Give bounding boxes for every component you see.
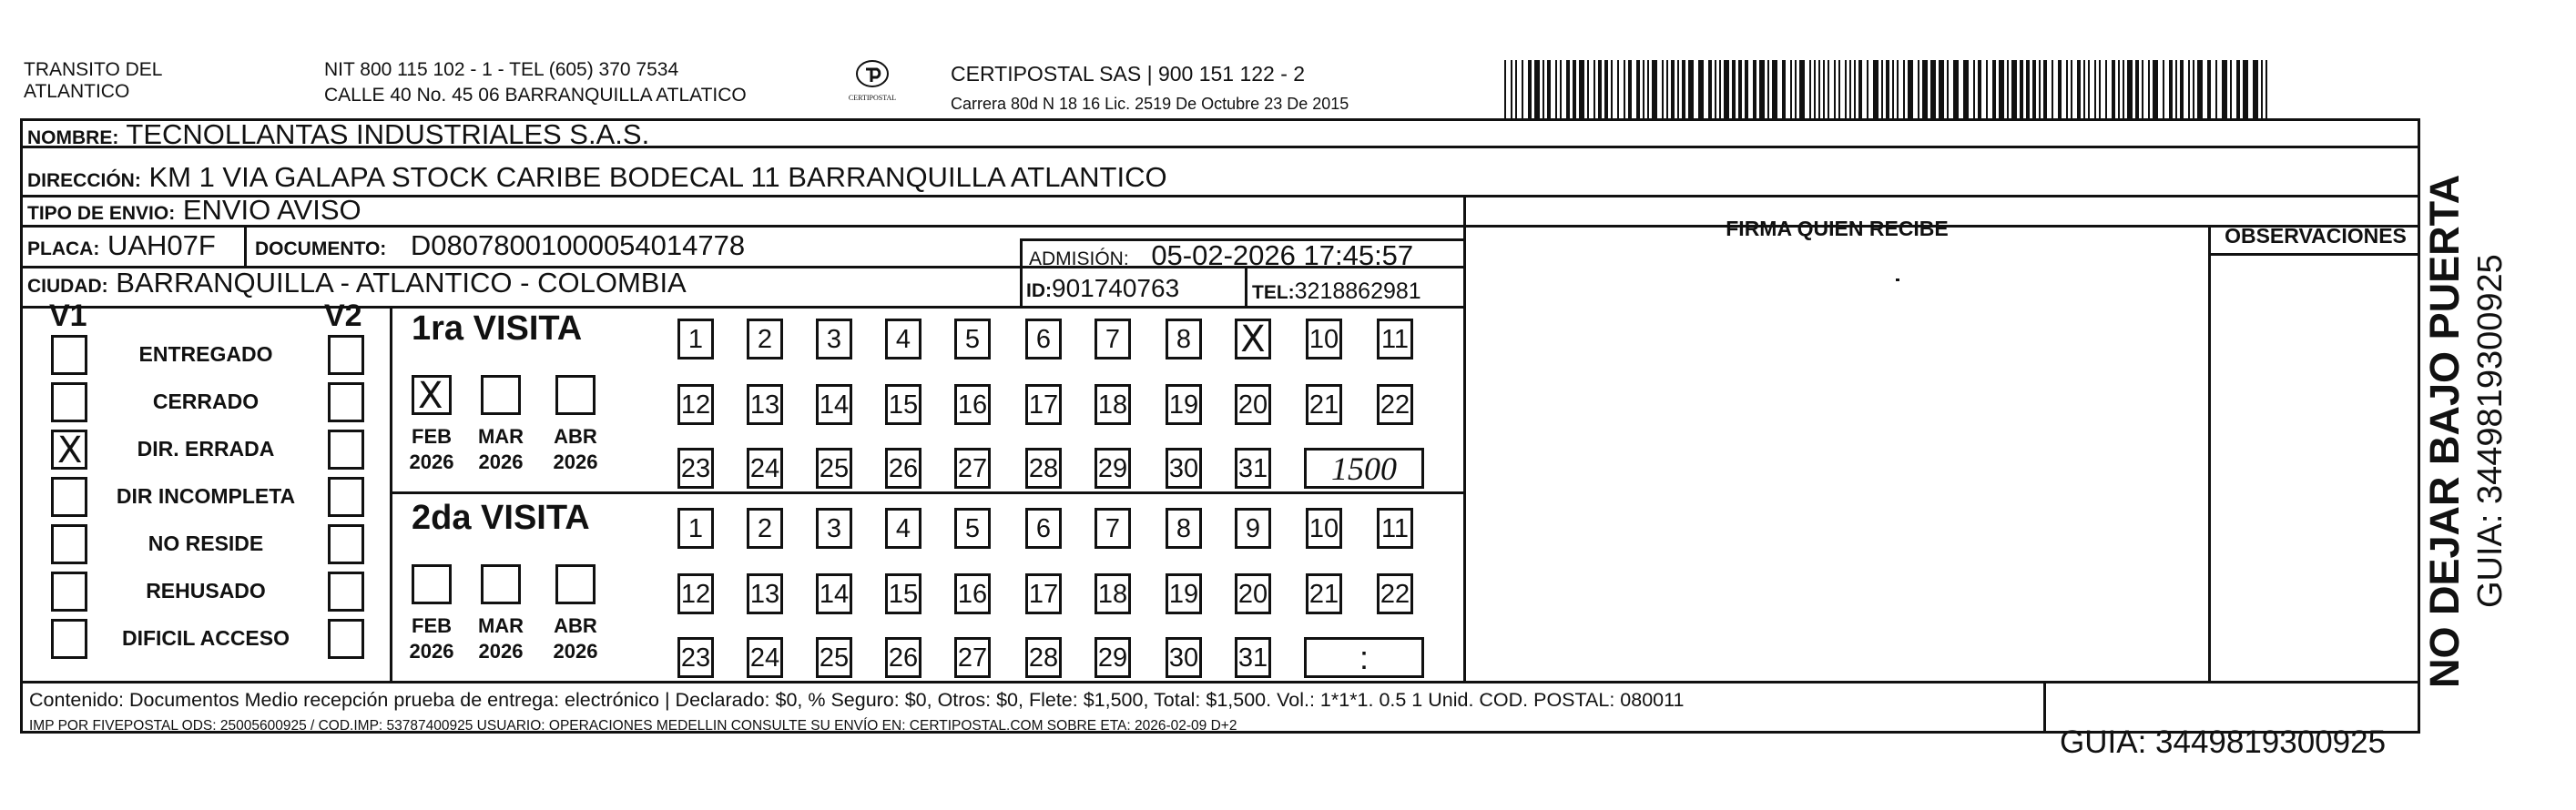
barcode-bar <box>2265 60 2267 120</box>
barcode-bar <box>2011 60 2017 120</box>
day-box[interactable]: 7 <box>1095 319 1131 359</box>
day-box[interactable]: 17 <box>1025 384 1062 425</box>
license-line: Carrera 80d N 18 16 Lic. 2519 De Octubre 23 De 2015 <box>951 95 1349 113</box>
row-divider <box>390 491 1466 494</box>
tipo-envio-label: TIPO DE ENVIO: <box>27 203 176 224</box>
v2-checkbox[interactable] <box>328 619 364 659</box>
status-label: DIR. ERRADA <box>137 437 275 461</box>
barcode-bar <box>1573 60 1576 120</box>
barcode-bar <box>1753 60 1756 120</box>
month-checkbox[interactable] <box>555 375 596 415</box>
barcode-bar <box>1724 60 1729 120</box>
org-name-line2: ATLANTICO <box>24 81 130 102</box>
company-line: CERTIPOSTAL SAS | 900 151 122 - 2 <box>951 62 1306 86</box>
day-box[interactable]: 5 <box>954 508 991 549</box>
col-divider <box>1020 238 1023 306</box>
barcode-bar <box>1897 60 1899 120</box>
barcode-bar <box>1504 60 1506 120</box>
day-box[interactable]: 27 <box>954 448 991 489</box>
barcode-bar <box>1849 60 1851 120</box>
documento-value: D08078001000054014778 <box>410 229 746 261</box>
barcode-bar <box>1566 60 1570 120</box>
barcode-bar <box>1636 60 1640 120</box>
barcode-bar <box>1930 60 1936 120</box>
id-label: ID: <box>1026 280 1052 301</box>
day-box[interactable]: X <box>1235 319 1271 359</box>
barcode-bar <box>2112 60 2115 120</box>
barcode-bar <box>2077 60 2081 120</box>
nit-line: NIT 800 115 102 - 1 - TEL (605) 370 7534 <box>324 59 679 80</box>
day-box[interactable]: 15 <box>885 573 921 614</box>
barcode-bar <box>1992 60 1996 120</box>
visit-title: 1ra VISITA <box>412 309 583 348</box>
day-box[interactable]: 6 <box>1025 508 1062 549</box>
col-divider <box>2208 225 2211 683</box>
barcode-bar <box>1643 60 1644 120</box>
status-label: DIR INCOMPLETA <box>116 484 296 508</box>
contenido-line: Contenido: Documentos Medio recepción prueba de entrega: electrónico | Declarado: $0, % Seguro: $0, Otros: $0, Flete: $1,500, Total: $1,500. Vol.: 1*1*1. 0.5 1 Unid. COD. POSTAL: 080011 <box>29 689 1685 711</box>
v1-checkbox[interactable] <box>51 430 87 470</box>
barcode-bar <box>1939 60 1944 120</box>
month-year: 2026 <box>478 451 524 473</box>
barcode-bar <box>2207 60 2211 120</box>
day-box[interactable]: 8 <box>1166 319 1202 359</box>
barcode-bar <box>1782 60 1786 120</box>
barcode-bar <box>1732 60 1736 120</box>
day-box[interactable]: 3 <box>816 319 852 359</box>
barcode-bar <box>1745 60 1748 120</box>
day-box[interactable]: 30 <box>1166 637 1202 678</box>
guia-footer: GUIA: 3449819300925 <box>2060 724 2387 760</box>
barcode-bar <box>2153 60 2158 120</box>
firma-header: FIRMA QUIEN RECIBE <box>1726 217 1949 240</box>
month-label <box>473 613 528 664</box>
barcode-bar <box>2066 60 2068 120</box>
barcode-bar <box>1947 60 1949 120</box>
day-box[interactable]: 2 <box>747 319 783 359</box>
address-line: CALLE 40 No. 45 06 BARRANQUILLA ATLATICO <box>324 85 747 106</box>
day-box[interactable]: 11 <box>1377 508 1413 549</box>
id-value: 901740763 <box>1052 274 1180 302</box>
barcode-bar <box>2088 60 2090 120</box>
day-box[interactable]: 4 <box>885 508 921 549</box>
barcode-bar <box>2094 60 2096 120</box>
barcode-bar <box>1823 60 1825 120</box>
barcode-bar <box>1617 60 1619 120</box>
day-box[interactable]: 23 <box>677 448 714 489</box>
barcode-bar <box>1528 60 1532 120</box>
barcode-bar <box>1873 60 1879 120</box>
barcode <box>1504 60 2273 120</box>
barcode-bar <box>1666 60 1668 120</box>
barcode-bar <box>2105 60 2107 120</box>
v2-checkbox[interactable] <box>328 572 364 612</box>
barcode-bar <box>2197 60 2203 120</box>
barcode-bar <box>1647 60 1649 120</box>
v1-checkbox[interactable] <box>51 335 87 375</box>
barcode-bar <box>2135 60 2139 120</box>
signature-mark <box>1896 278 1899 281</box>
month-checkbox[interactable] <box>412 375 452 415</box>
ciudad-field <box>27 268 687 302</box>
barcode-bar <box>1511 60 1512 120</box>
month-year: 2026 <box>478 640 524 663</box>
v1-checkbox[interactable] <box>51 477 87 517</box>
barcode-bar <box>2099 60 2101 120</box>
direccion-label: DIRECCIÓN: <box>27 170 141 191</box>
barcode-bar <box>1624 60 1625 120</box>
barcode-bar <box>1555 60 1557 120</box>
v1-checkbox[interactable] <box>51 619 87 659</box>
day-box[interactable]: 22 <box>1377 573 1413 614</box>
day-box[interactable]: 1 <box>677 319 714 359</box>
barcode-bar <box>1767 60 1769 120</box>
barcode-bar <box>2193 60 2194 120</box>
row-divider <box>20 306 1466 309</box>
month-label <box>548 613 603 664</box>
barcode-bar <box>2148 60 2150 120</box>
month-label <box>404 613 459 664</box>
day-box[interactable]: 28 <box>1025 448 1062 489</box>
direccion-value: KM 1 VIA GALAPA STOCK CARIBE BODECAL 11 BARRANQUILLA ATLANTICO <box>148 161 1167 193</box>
barcode-bar <box>2175 60 2177 120</box>
barcode-bar <box>1978 60 1981 120</box>
barcode-bar <box>1543 60 1544 120</box>
v2-checkbox[interactable] <box>328 477 364 517</box>
barcode-bar <box>1547 60 1551 120</box>
day-box[interactable]: 12 <box>677 384 714 425</box>
barcode-bar <box>1662 60 1664 120</box>
barcode-bar <box>1908 60 1913 120</box>
month-year: 2026 <box>553 451 598 473</box>
day-box[interactable]: 19 <box>1166 573 1202 614</box>
nombre-value: TECNOLLANTAS INDUSTRIALES S.A.S. <box>126 118 650 150</box>
day-box[interactable]: 13 <box>747 573 783 614</box>
barcode-bar <box>1854 60 1856 120</box>
warning-vertical: NO DEJAR BAJO PUERTA <box>2421 174 2468 688</box>
barcode-bar <box>1799 60 1805 120</box>
barcode-bar <box>1677 60 1679 120</box>
month-name: ABR <box>554 425 597 448</box>
barcode-bar <box>1858 60 1862 120</box>
barcode-bar <box>2163 60 2164 120</box>
v2-checkbox[interactable] <box>328 524 364 564</box>
tipo-envio-field <box>27 195 361 229</box>
barcode-bar <box>2188 60 2190 120</box>
barcode-bar <box>2261 60 2263 120</box>
nombre-field <box>27 119 649 154</box>
barcode-bar <box>2222 60 2227 120</box>
barcode-bar <box>2026 60 2030 120</box>
barcode-bar <box>1814 60 1816 120</box>
day-box[interactable]: 6 <box>1025 319 1062 359</box>
barcode-bar <box>2169 60 2173 120</box>
day-box[interactable]: 23 <box>677 637 714 678</box>
barcode-bar <box>1671 60 1675 120</box>
day-box[interactable]: 16 <box>954 573 991 614</box>
barcode-bar <box>1719 60 1721 120</box>
barcode-bar <box>1918 60 1919 120</box>
day-box[interactable]: 14 <box>816 384 852 425</box>
barcode-bar <box>2236 60 2240 120</box>
barcode-bar <box>1818 60 1820 120</box>
barcode-bar <box>1682 60 1685 120</box>
day-box[interactable]: 31 <box>1235 637 1271 678</box>
barcode-bar <box>1738 60 1742 120</box>
barcode-bar <box>1698 60 1704 120</box>
month-checkbox[interactable] <box>555 564 596 604</box>
barcode-bar <box>1838 60 1840 120</box>
month-name: ABR <box>554 614 597 637</box>
barcode-bar <box>1628 60 1632 120</box>
org-name-line1: TRANSITO DEL <box>24 59 163 80</box>
tipo-envio-value: ENVIO AVISO <box>182 194 361 226</box>
admision-field <box>1029 240 1413 275</box>
barcode-bar <box>1892 60 1894 120</box>
barcode-bar <box>1515 60 1517 120</box>
v1-checkbox[interactable] <box>51 524 87 564</box>
admision-label: ADMISIÓN: <box>1029 248 1129 269</box>
status-label: DIFICIL ACCESO <box>121 626 290 650</box>
day-box[interactable]: 15 <box>885 384 921 425</box>
day-box[interactable]: 24 <box>747 637 783 678</box>
status-label: ENTREGADO <box>138 342 273 366</box>
day-box[interactable]: 13 <box>747 384 783 425</box>
day-box[interactable]: 20 <box>1235 384 1271 425</box>
direccion-field <box>27 162 1167 197</box>
placa-value: UAH07F <box>107 229 216 261</box>
barcode-bar <box>2243 60 2248 120</box>
time-box[interactable]: 1500 <box>1304 448 1424 489</box>
day-box[interactable]: 26 <box>885 448 921 489</box>
day-box[interactable]: 29 <box>1095 637 1131 678</box>
month-label <box>473 424 528 475</box>
barcode-bar <box>1828 60 1829 120</box>
month-checkbox[interactable] <box>481 564 521 604</box>
month-label <box>404 424 459 475</box>
barcode-bar <box>1759 60 1765 120</box>
admision-value: 05-02-2026 17:45:57 <box>1151 239 1414 271</box>
day-box[interactable]: 14 <box>816 573 852 614</box>
barcode-bar <box>1688 60 1694 120</box>
day-box[interactable]: 11 <box>1377 319 1413 359</box>
barcode-bar <box>2142 60 2143 120</box>
day-box[interactable]: 29 <box>1095 448 1131 489</box>
day-box[interactable]: 27 <box>954 637 991 678</box>
barcode-bar <box>1715 60 1716 120</box>
documento-label: DOCUMENTO: <box>255 238 387 259</box>
barcode-bar <box>1560 60 1562 120</box>
id-field <box>1026 273 1179 307</box>
barcode-bar <box>1867 60 1868 120</box>
barcode-bar <box>1604 60 1608 120</box>
day-box[interactable]: 10 <box>1306 508 1342 549</box>
col-divider <box>1463 195 1466 683</box>
day-box[interactable]: 16 <box>954 384 991 425</box>
day-box[interactable]: 25 <box>816 637 852 678</box>
month-name: MAR <box>477 425 524 448</box>
nombre-label: NOMBRE: <box>27 127 119 148</box>
day-box[interactable]: 19 <box>1166 384 1202 425</box>
visit-title: 2da VISITA <box>412 499 590 537</box>
barcode-bar <box>1652 60 1657 120</box>
barcode-bar <box>2118 60 2120 120</box>
barcode-bar <box>1522 60 1523 120</box>
day-box[interactable]: 18 <box>1095 384 1131 425</box>
barcode-bar <box>1999 60 2004 120</box>
tel-label: TEL: <box>1252 282 1295 303</box>
barcode-bar <box>2253 60 2258 120</box>
barcode-bar <box>2127 60 2133 120</box>
barcode-bar <box>2020 60 2023 120</box>
v2-checkbox[interactable] <box>328 382 364 422</box>
imp-line: IMP POR FIVEPOSTAL ODS: 25005600925 / COD.IMP: 53787400925 USUARIO: OPERACIONES MEDELLIN CONSULTE SU ENVÍO EN: CERTIPOSTAL.COM SOBRE ETA: 2026-02-09 D+2 <box>29 718 1237 734</box>
barcode-bar <box>1598 60 1602 120</box>
day-box[interactable]: 12 <box>677 573 714 614</box>
row-divider <box>2208 253 2420 256</box>
barcode-bar <box>2032 60 2036 120</box>
col-divider <box>2043 681 2046 734</box>
barcode-bar <box>1593 60 1595 120</box>
month-year: 2026 <box>553 640 598 663</box>
barcode-bar <box>1772 60 1777 120</box>
status-label: REHUSADO <box>146 579 266 602</box>
barcode-bar <box>1579 60 1584 120</box>
barcode-bar <box>2007 60 2009 120</box>
month-checkbox[interactable] <box>412 564 452 604</box>
time-box[interactable]: : <box>1304 637 1424 678</box>
day-box[interactable]: 24 <box>747 448 783 489</box>
status-label: CERRADO <box>152 390 260 413</box>
barcode-bar <box>2083 60 2085 120</box>
logo-text: CERTIPOSTAL <box>848 94 897 102</box>
month-name: FEB <box>412 425 452 448</box>
barcode-bar <box>1886 60 1889 120</box>
day-box[interactable]: 25 <box>816 448 852 489</box>
barcode-bar <box>2043 60 2047 120</box>
day-box[interactable]: 7 <box>1095 508 1131 549</box>
row-divider <box>20 681 2420 683</box>
day-box[interactable]: 28 <box>1025 637 1062 678</box>
day-box[interactable]: 1 <box>677 508 714 549</box>
barcode-bar <box>1611 60 1613 120</box>
status-label: NO RESIDE <box>148 532 264 555</box>
month-year: 2026 <box>409 640 454 663</box>
barcode-bar <box>1903 60 1905 120</box>
day-box[interactable]: 10 <box>1306 319 1342 359</box>
barcode-bar <box>1845 60 1847 120</box>
barcode-bar <box>1834 60 1836 120</box>
month-name: FEB <box>412 614 452 637</box>
barcode-bar <box>1790 60 1792 120</box>
day-box[interactable]: 21 <box>1306 384 1342 425</box>
day-box[interactable]: 2 <box>747 508 783 549</box>
logo-icon <box>852 58 892 89</box>
day-box[interactable]: 21 <box>1306 573 1342 614</box>
day-box[interactable]: 26 <box>885 637 921 678</box>
barcode-bar <box>2058 60 2062 120</box>
ciudad-value: BARRANQUILLA - ATLANTICO - COLOMBIA <box>116 267 687 299</box>
barcode-bar <box>1881 60 1883 120</box>
barcode-bar <box>2052 60 2053 120</box>
barcode-bar <box>1922 60 1928 120</box>
col-divider <box>244 225 247 266</box>
placa-field <box>27 230 216 265</box>
guia-vertical: GUIA: 3449819300925 <box>2471 254 2510 608</box>
month-checkbox[interactable] <box>481 375 521 415</box>
day-box[interactable]: 8 <box>1166 508 1202 549</box>
barcode-bar <box>1953 60 1959 120</box>
day-box[interactable]: 4 <box>885 319 921 359</box>
barcode-bar <box>1986 60 1988 120</box>
barcode-bar <box>2180 60 2184 120</box>
tel-value: 3218862981 <box>1294 278 1421 304</box>
day-box[interactable]: 17 <box>1025 573 1062 614</box>
day-box[interactable]: 22 <box>1377 384 1413 425</box>
barcode-bar <box>1534 60 1540 120</box>
day-box[interactable]: 30 <box>1166 448 1202 489</box>
barcode-bar <box>1795 60 1797 120</box>
documento-field <box>255 230 745 265</box>
observaciones-header: OBSERVACIONES <box>2225 224 2407 248</box>
tel-field <box>1252 276 1421 309</box>
barcode-bar <box>2071 60 2072 120</box>
barcode-bar <box>1809 60 1811 120</box>
day-box[interactable]: 9 <box>1235 508 1271 549</box>
v2-checkbox[interactable] <box>328 430 364 470</box>
barcode-bar <box>2215 60 2217 120</box>
barcode-bar <box>1708 60 1712 120</box>
v1-header: V1 <box>49 299 87 333</box>
v2-header: V2 <box>324 299 362 333</box>
certipostal-logo <box>848 58 897 102</box>
day-box[interactable]: 3 <box>816 508 852 549</box>
placa-label: PLACA: <box>27 238 100 259</box>
day-box[interactable]: 5 <box>954 319 991 359</box>
barcode-bar <box>2123 60 2124 120</box>
barcode-bar <box>2039 60 2041 120</box>
month-name: MAR <box>477 614 524 637</box>
barcode-bar <box>2230 60 2232 120</box>
v1-checkbox[interactable] <box>51 572 87 612</box>
day-box[interactable]: 18 <box>1095 573 1131 614</box>
day-box[interactable]: 31 <box>1235 448 1271 489</box>
form-frame <box>20 118 2420 734</box>
barcode-bar <box>1587 60 1589 120</box>
v2-checkbox[interactable] <box>328 335 364 375</box>
v1-checkbox[interactable] <box>51 382 87 422</box>
ciudad-label: CIUDAD: <box>27 276 108 297</box>
barcode-bar <box>1973 60 1975 120</box>
day-box[interactable]: 20 <box>1235 573 1271 614</box>
month-year: 2026 <box>409 451 454 473</box>
barcode-bar <box>1963 60 1969 120</box>
month-label <box>548 424 603 475</box>
